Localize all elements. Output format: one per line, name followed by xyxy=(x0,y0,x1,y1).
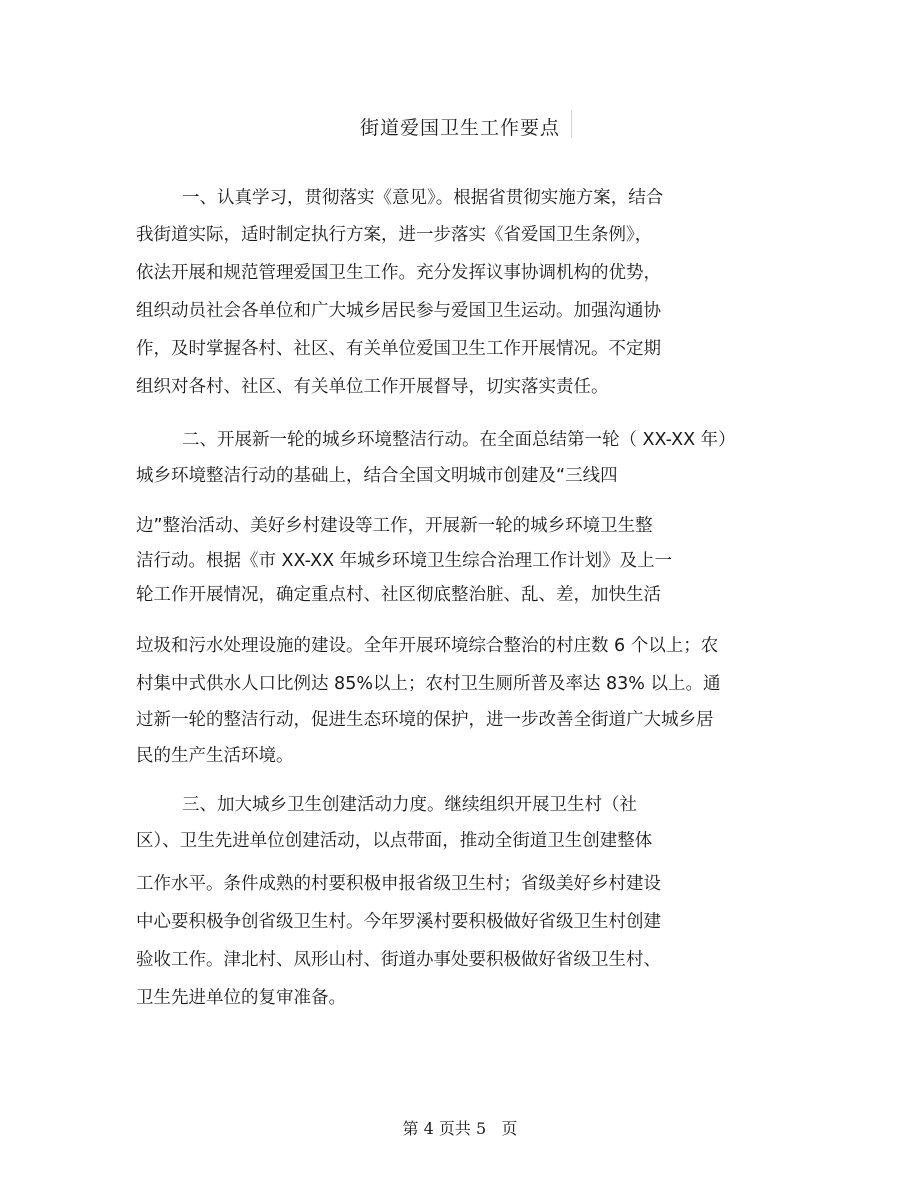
paragraph-line: 一、认真学习，贯彻落实《意见》。根据省贯彻实施方案，结合 xyxy=(182,188,664,208)
paragraph-line: 三、加大城乡卫生创建活动力度。继续组织开展卫生村（社 xyxy=(182,795,637,815)
paragraph-line: 卫生先进单位的复审准备。 xyxy=(136,988,346,1008)
page-footer: 第 4 页共 5 页 xyxy=(402,1119,518,1138)
paragraph-line: 验收工作。津北村、凤形山村、街道办事处要积极做好省级卫生村、 xyxy=(136,950,661,970)
paragraph-line: 过新一轮的整洁行动，促进生态环境的保护，进一步改善全街道广大城乡居 xyxy=(136,710,714,730)
paragraph-line: 村集中式供水人口比例达 85%以上；农村卫生厕所普及率达 83% 以上。通 xyxy=(136,674,721,694)
paragraph-line: 区）、卫生先进单位创建活动，以点带面，推动全街道卫生创建整体 xyxy=(136,831,653,851)
paragraph-line: 垃圾和污水处理设施的建设。全年开展环境综合整治的村庄数 6 个以上；农 xyxy=(136,636,719,656)
paragraph-line: 轮工作开展情况，确定重点村、社区彻底整治脏、乱、差，加快生活 xyxy=(136,585,661,605)
paragraph-line: 洁行动。根据《市 XX-XX 年城乡环境卫生综合治理工作计划》及上一 xyxy=(136,551,673,571)
page-title: 街道爱国卫生工作要点 xyxy=(359,117,560,139)
paragraph-line: 边”整治活动、美好乡村建设等工作，开展新一轮的城乡环境卫生整 xyxy=(136,516,653,536)
paragraph-line: 我街道实际，适时制定执行方案，进一步落实《省爱国卫生条例》， xyxy=(136,225,653,245)
paragraph-line: 中心要积极争创省级卫生村。今年罗溪村要积极做好省级卫生村创建 xyxy=(136,912,661,932)
paragraph-line: 二、开展新一轮的城乡环境整洁行动。在全面总结第一轮（ XX-XX 年） xyxy=(182,430,736,450)
title-margin-mark xyxy=(571,110,572,138)
paragraph-line: 民的生产生活环境。 xyxy=(136,746,294,766)
paragraph-line: 依法开展和规范管理爱国卫生工作。充分发挥议事协调机构的优势， xyxy=(136,263,661,283)
paragraph-line: 工作水平。条件成熟的村要积极申报省级卫生村；省级美好乡村建设 xyxy=(136,874,661,894)
paragraph-line: 组织动员社会各单位和广大城乡居民参与爱国卫生运动。加强沟通协 xyxy=(136,301,661,321)
paragraph-line: 作，及时掌握各村、社区、有关单位爱国卫生工作开展情况。不定期 xyxy=(136,339,661,359)
paragraph-line: 城乡环境整洁行动的基础上，结合全国文明城市创建及“三线四 xyxy=(136,466,618,486)
paragraph-line: 组织对各村、社区、有关单位工作开展督导，切实落实责任。 xyxy=(136,377,609,397)
